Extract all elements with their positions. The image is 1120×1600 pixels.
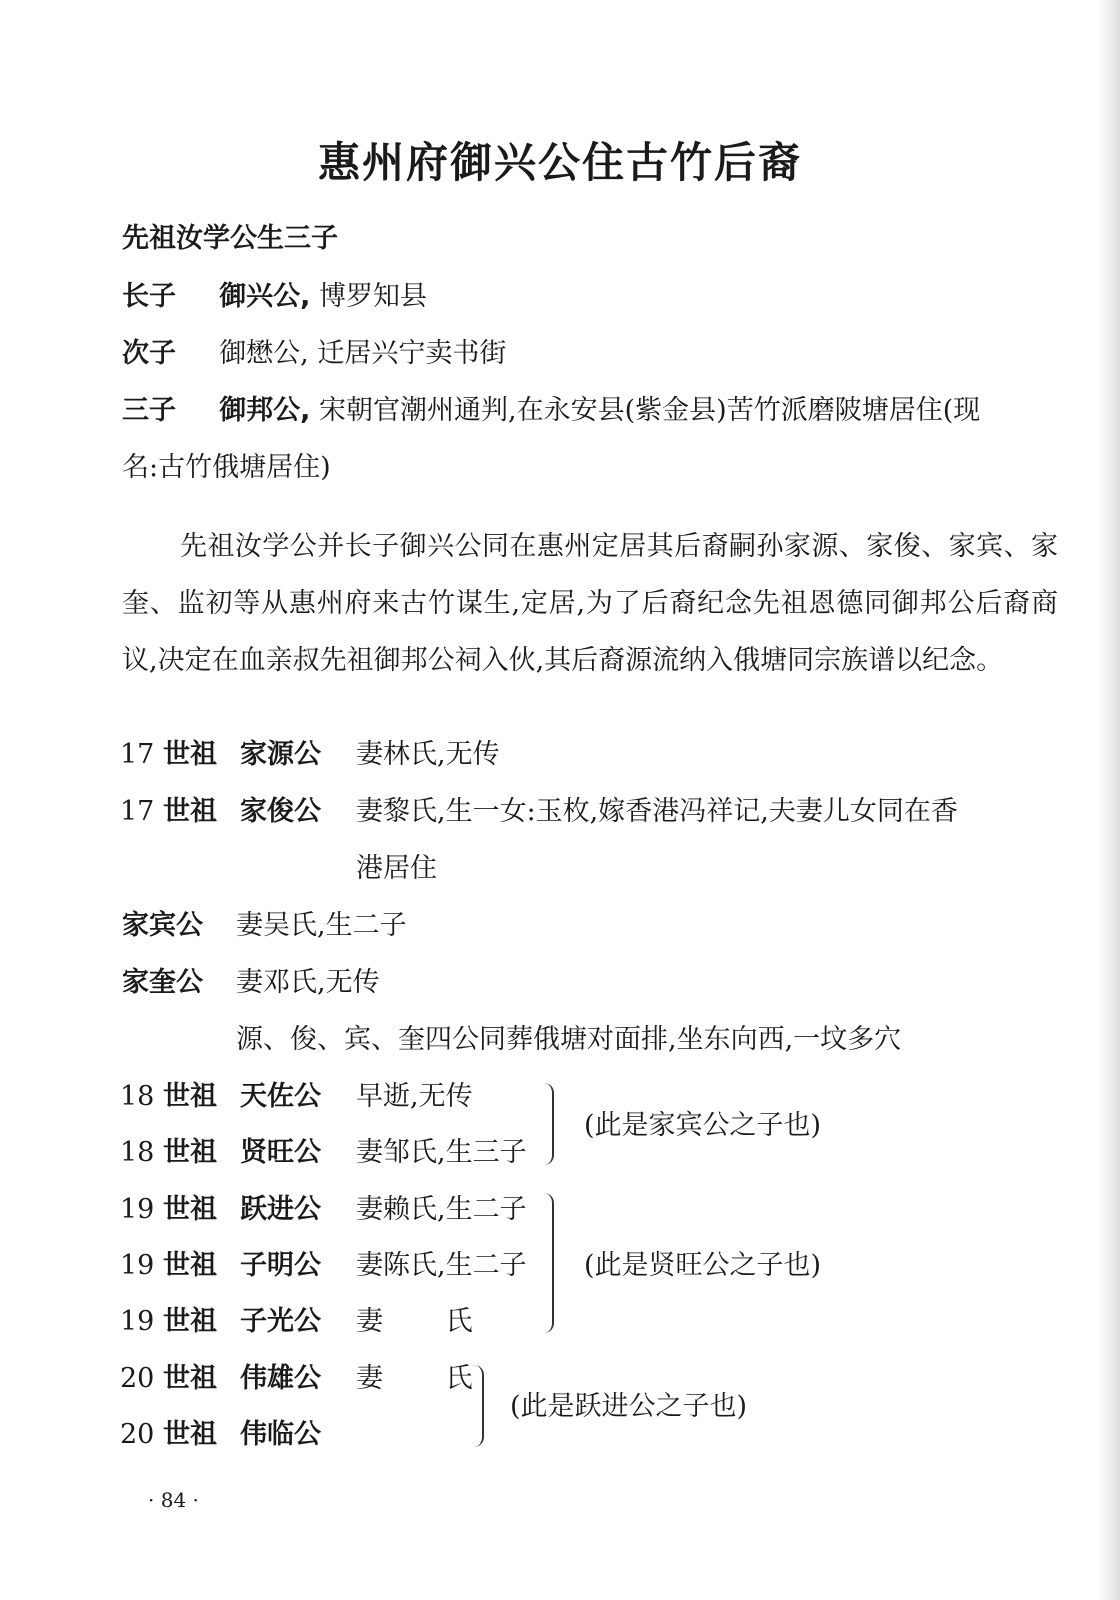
page-edge-shadow <box>1098 0 1120 1600</box>
gen-label: 世祖 <box>162 1137 217 1168</box>
gen-number: 20 <box>120 1363 155 1394</box>
narrative-paragraph: 先祖汝学公并长子御兴公同在惠州定居其后裔嗣孙家源、家俊、家宾、家奎、监初等从惠州府来古竹谋生,定居,为了后裔纪念先祖恩德同御邦公后裔商议,决定在血亲叔先祖御邦公祠入伙,其后裔源流纳入俄塘同宗族谱以纪念。 <box>122 531 1058 676</box>
gen-label: 世祖 <box>162 1306 217 1337</box>
ancestor-name: 家宾公 <box>122 910 203 941</box>
ancestor-name: 家奎公 <box>122 967 203 998</box>
gen19-note: (此是贤旺公之子也) <box>584 1250 822 1281</box>
gen18-row-1 <box>120 1080 217 1114</box>
son-note: 迁居兴宁卖书街 <box>317 338 507 369</box>
gen19-row-1 <box>120 1193 217 1227</box>
son-name: 御懋公, <box>219 338 309 369</box>
burial-note: 源、俊、宾、奎四公同葬俄塘对面排,坐东向西,一坟多穴 <box>236 1024 902 1055</box>
page-number: · 84 · <box>148 1488 199 1512</box>
gen20-row-2 <box>120 1418 217 1452</box>
brace-gen18 <box>538 1083 554 1165</box>
brace-gen19 <box>538 1193 554 1333</box>
son-rank: 三子 <box>122 395 176 426</box>
ancestor-desc: 妻 氏 <box>356 1306 473 1337</box>
page-title: 惠州府御兴公住古竹后裔 <box>317 138 802 187</box>
gen-number: 18 <box>120 1081 155 1112</box>
gen-label: 世祖 <box>162 1081 217 1112</box>
gen-number: 17 <box>120 739 155 770</box>
ancestor-desc: 妻陈氏,生二子 <box>356 1250 527 1281</box>
ancestor-name: 伟雄公 <box>240 1363 321 1394</box>
gen-label: 世祖 <box>162 1363 217 1394</box>
son-row-2 <box>122 337 506 371</box>
gen-number: 19 <box>120 1306 155 1337</box>
ancestor-desc-continuation: 港居住 <box>356 853 437 884</box>
gen-number: 20 <box>120 1419 155 1450</box>
gen-number: 17 <box>120 796 155 827</box>
ancestor-desc: 妻林氏,无传 <box>356 739 500 770</box>
son-row-3-continuation: 名:古竹俄塘居住) <box>122 452 331 483</box>
gen20-row-1 <box>120 1362 217 1396</box>
gen-number: 18 <box>120 1137 155 1168</box>
gen17-row-2 <box>120 795 217 829</box>
son-row-1 <box>122 280 427 314</box>
ancestor-desc: 妻黎氏,生一女:玉枚,嫁香港冯祥记,夫妻儿女同在香 <box>356 796 958 827</box>
gen-number: 19 <box>120 1250 155 1281</box>
ancestor-desc: 早逝,无传 <box>356 1081 473 1112</box>
ancestor-name: 伟临公 <box>240 1419 321 1450</box>
son-name: 御邦公, <box>219 395 311 426</box>
ancestor-desc: 妻 氏 <box>356 1363 473 1394</box>
ancestor-name: 跃进公 <box>240 1194 321 1225</box>
ancestor-name: 贤旺公 <box>240 1137 321 1168</box>
gen-label: 世祖 <box>162 1250 217 1281</box>
gen-label: 世祖 <box>162 1194 217 1225</box>
gen-label: 世祖 <box>162 1419 217 1450</box>
son-note: 博罗知县 <box>319 281 428 312</box>
son-note: 宋朝官潮州通判,在永安县(紫金县)苦竹派磨陂塘居住(现 <box>319 395 981 426</box>
ancestor-name: 子光公 <box>240 1306 321 1337</box>
gen-label: 世祖 <box>162 739 217 770</box>
gen19-row-3 <box>120 1305 217 1339</box>
son-row-3 <box>122 394 980 428</box>
gen19-row-2 <box>120 1249 217 1283</box>
gen18-note: (此是家宾公之子也) <box>584 1110 822 1141</box>
gen18-row-2 <box>120 1136 217 1170</box>
ancestor-name: 家源公 <box>240 739 321 770</box>
son-name: 御兴公, <box>219 281 311 312</box>
gen20-note: (此是跃进公之子也) <box>510 1391 748 1422</box>
ancestor-desc: 妻邹氏,生三子 <box>356 1137 527 1168</box>
ancestor-name: 家俊公 <box>240 796 321 827</box>
ancestor-desc: 妻赖氏,生二子 <box>356 1194 527 1225</box>
ancestor-desc: 妻邓氏,无传 <box>236 967 380 998</box>
ancestor-name: 天佐公 <box>240 1081 321 1112</box>
ancestor-desc: 妻吴氏,生二子 <box>236 910 407 941</box>
son-rank: 次子 <box>122 338 176 369</box>
gen-number: 19 <box>120 1194 155 1225</box>
gen17-row-1 <box>120 738 217 772</box>
son-rank: 长子 <box>122 281 176 312</box>
gen-label: 世祖 <box>162 796 217 827</box>
ancestor-name: 子明公 <box>240 1250 321 1281</box>
intro-heading: 先祖汝学公生三子 <box>122 223 338 254</box>
brace-gen20 <box>468 1365 484 1447</box>
